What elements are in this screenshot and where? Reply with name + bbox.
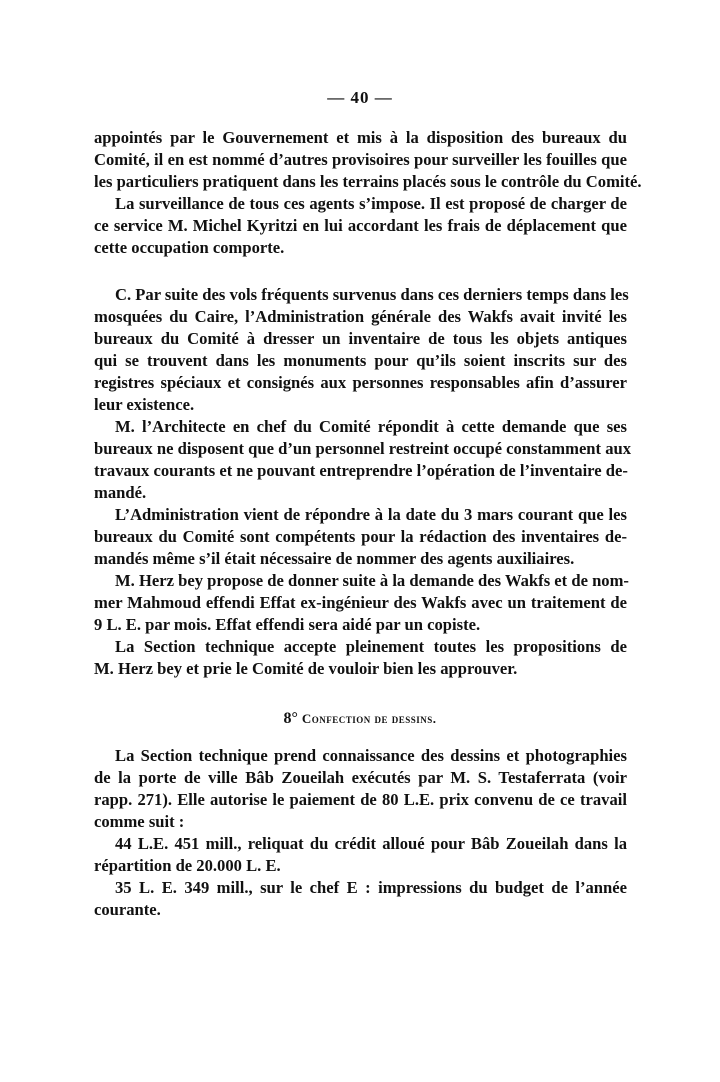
text-line: La Section technique accepte pleinement toutes les propositions de bbox=[115, 637, 627, 656]
text-line: bureaux du Comité sont compétents pour la rédaction des inventaires de- bbox=[94, 527, 627, 546]
text-line: 9 L. E. par mois. Effat effendi sera aidé par un copiste. bbox=[94, 615, 481, 634]
text-line: Comité, il en est nommé d’autres provisoires pour surveiller les fouilles que bbox=[94, 150, 627, 169]
text-line: courante. bbox=[94, 900, 161, 919]
text-line: cette occupation comporte. bbox=[94, 238, 285, 257]
text-line: La surveillance de tous ces agents s’impose. Il est proposé de charger de bbox=[115, 194, 627, 213]
text-line: mandés même s’il était nécessaire de nommer des agents auxiliaires. bbox=[94, 549, 575, 568]
text-line: mer Mahmoud effendi Effat ex-ingénieur des Wakfs avec un traitement de bbox=[94, 593, 627, 612]
text-line: registres spéciaux et consignés aux personnes responsables afin d’assurer bbox=[94, 373, 627, 392]
text-line: travaux courants et ne pouvant entreprendre l’opération de l’inventaire de- bbox=[94, 461, 628, 480]
page-number: — 40 — bbox=[327, 88, 393, 107]
text-line: bureaux du Comité à dresser un inventaire de tous les objets antiques bbox=[94, 329, 627, 348]
section-title: Confection de dessins. bbox=[301, 711, 437, 726]
section-number: 8° bbox=[283, 710, 298, 727]
section-heading bbox=[0, 710, 720, 728]
text-line: M. Herz bey et prie le Comité de vouloir bien les approuver. bbox=[94, 659, 518, 678]
text-line: qui se trouvent dans les monuments pour qu’ils soient inscrits sur des bbox=[94, 351, 627, 370]
text-line: mandé. bbox=[94, 483, 147, 502]
text-line: de la porte de ville Bâb Zoueilah exécutés par M. S. Testaferrata (voir bbox=[94, 768, 627, 787]
text-line: C. Par suite des vols fréquents survenus dans ces derniers temps dans les bbox=[115, 285, 629, 304]
text-line: comme suit : bbox=[94, 812, 185, 831]
text-line: M. Herz bey propose de donner suite à la demande des Wakfs et de nom- bbox=[115, 571, 629, 590]
text-line: M. l’Architecte en chef du Comité répondit à cette demande que ses bbox=[115, 417, 627, 436]
text-line: rapp. 271). Elle autorise le paiement de 80 L.E. prix convenu de ce travail bbox=[94, 790, 627, 809]
text-line: les particuliers pratiquent dans les terrains placés sous le contrôle du Comité. bbox=[94, 172, 642, 191]
text-line: bureaux ne disposent que d’un personnel restreint occupé constamment aux bbox=[94, 439, 632, 458]
text-line: L’Administration vient de répondre à la date du 3 mars courant que les bbox=[115, 505, 627, 524]
text-line: mosquées du Caire, l’Administration générale des Wakfs avait invité les bbox=[94, 307, 627, 326]
text-line: 35 L. E. 349 mill., sur le chef E : impressions du budget de l’année bbox=[115, 878, 627, 897]
text-line: leur existence. bbox=[94, 395, 195, 414]
text-line: ce service M. Michel Kyritzi en lui accordant les frais de déplacement que bbox=[94, 216, 627, 235]
text-line: répartition de 20.000 L. E. bbox=[94, 856, 281, 875]
text-line: appointés par le Gouvernement et mis à la disposition des bureaux du bbox=[94, 128, 627, 147]
text-line: 44 L.E. 451 mill., reliquat du crédit alloué pour Bâb Zoueilah dans la bbox=[115, 834, 627, 853]
text-line: La Section technique prend connaissance des dessins et photographies bbox=[115, 746, 627, 765]
